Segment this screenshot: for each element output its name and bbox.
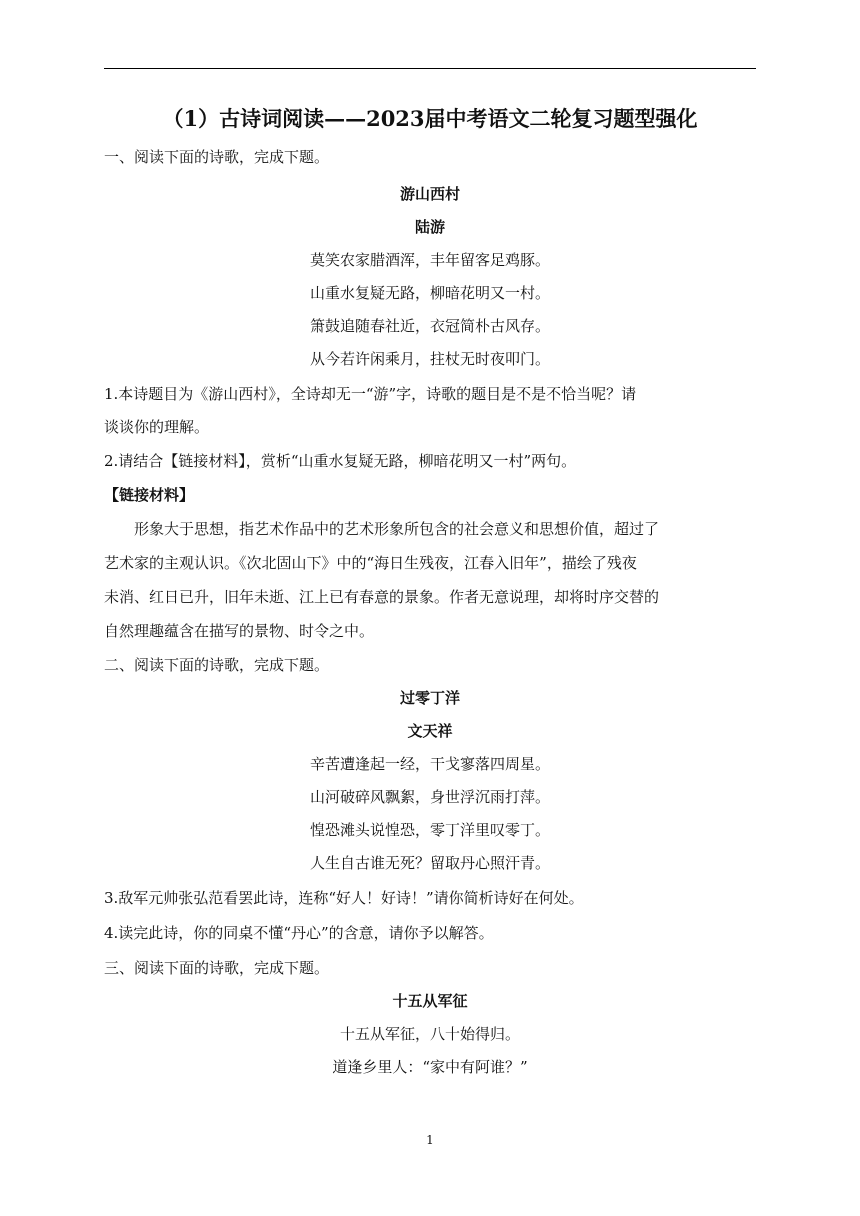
section3-heading: 三、阅读下面的诗歌，完成下题。 [104, 959, 330, 977]
question-1: 1.本诗题目为《游山西村》，全诗却无一“游”字，诗歌的题目是不是不恰当呢？请 [104, 385, 637, 403]
poem3-line: 十五从军征，八十始得归。 [339, 1025, 520, 1043]
section1-heading: 一、阅读下面的诗歌，完成下题。 [104, 148, 330, 166]
poem2-author: 文天祥 [407, 722, 453, 740]
poem2-line: 人生自古谁无死？留取丹心照汗青。 [309, 854, 550, 872]
section2-heading: 二、阅读下面的诗歌，完成下题。 [104, 656, 330, 674]
poem3-line: 道逢乡里人：“家中有阿谁？” [332, 1058, 528, 1076]
poem1-line: 箫鼓追随春社近，衣冠简朴古风存。 [309, 317, 550, 335]
poem1-line: 从今若许闲乘月，拄杖无时夜叩门。 [309, 350, 550, 368]
page-number: 1 [426, 1133, 434, 1147]
poem1-line: 山重水复疑无路，柳暗花明又一村。 [309, 284, 550, 302]
header-rule [104, 68, 756, 69]
question-4: 4.读完此诗，你的同桌不懂“丹心”的含意，请你予以解答。 [104, 924, 494, 942]
material-paragraph-line: 形象大于思想，指艺术作品中的艺术形象所包含的社会意义和思想价值，超过了 [134, 520, 660, 538]
material-heading: 【链接材料】 [104, 486, 195, 504]
poem2-line: 惶恐滩头说惶恐，零丁洋里叹零丁。 [309, 821, 550, 839]
poem3-title: 十五从军征 [392, 992, 468, 1010]
question-1-continued: 谈谈你的理解。 [104, 418, 210, 436]
document-title: （1）古诗词阅读——2023届中考语文二轮复习题型强化 [162, 106, 698, 131]
poem2-title: 过零丁洋 [399, 689, 460, 707]
material-paragraph-line: 未消、红日已升，旧年未逝、江上已有春意的景象。作者无意说理，却将时序交替的 [104, 588, 660, 606]
material-paragraph-line: 自然理趣蕴含在描写的景物、时令之中。 [104, 622, 375, 640]
question-3: 3.敌军元帅张弘范看罢此诗，连称“好人！好诗！”请你简析诗好在何处。 [104, 889, 584, 907]
poem1-line: 莫笑农家腊酒浑，丰年留客足鸡豚。 [309, 251, 550, 269]
question-2: 2.请结合【链接材料】，赏析“山重水复疑无路，柳暗花明又一村”两句。 [104, 452, 577, 470]
poem1-author: 陆游 [414, 218, 445, 236]
poem2-line: 辛苦遭逢起一经，干戈寥落四周星。 [309, 755, 550, 773]
poem2-line: 山河破碎风飘絮，身世浮沉雨打萍。 [309, 788, 550, 806]
material-paragraph-line: 艺术家的主观认识。《次北固山下》中的“海日生残夜，江春入旧年”，描绘了残夜 [104, 554, 637, 572]
poem1-title: 游山西村 [399, 185, 460, 203]
